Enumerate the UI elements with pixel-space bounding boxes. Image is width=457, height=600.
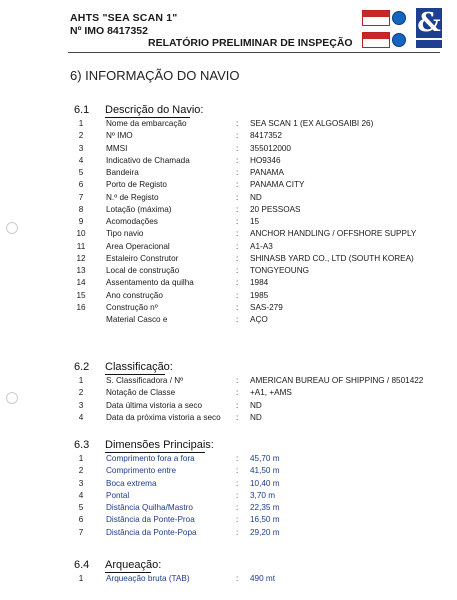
row-number: 3: [78, 143, 84, 153]
row-number: 5: [78, 503, 84, 512]
row-colon: :: [236, 400, 239, 410]
row-colon: :: [236, 278, 239, 288]
row-number: 4: [78, 490, 84, 500]
row-colon: :: [236, 454, 239, 463]
row-label: Distância da Ponte-Popa: [106, 527, 197, 537]
info-row: [0, 228, 457, 240]
row-number: 6: [78, 180, 84, 190]
row-colon: :: [236, 466, 239, 476]
row-label: Comprimento entre: [106, 466, 177, 476]
row-label: Arqueação bruta (TAB): [106, 574, 190, 583]
subsection-number: 6.4: [74, 559, 90, 571]
row-colon: :: [236, 302, 239, 312]
row-value: 29,20 m: [250, 527, 280, 537]
info-row: [0, 412, 457, 424]
row-colon: :: [236, 503, 239, 512]
row-value: AMERICAN BUREAU OF SHIPPING / 8501422: [250, 376, 424, 385]
row-label: Data da próxima vistoria a seco: [106, 412, 221, 422]
row-value: 20 PESSOAS: [250, 204, 301, 214]
imo-header: Nº IMO 8417352: [70, 25, 148, 37]
report-title: RELATÓRIO PRELIMINAR DE INSPEÇÃO: [148, 37, 353, 49]
row-colon: :: [236, 376, 239, 385]
info-row: [0, 502, 457, 514]
info-row: [0, 253, 457, 265]
row-value: +A1, +AMS: [250, 388, 292, 398]
subsection-number: 6.1: [74, 104, 90, 116]
row-value: SEA SCAN 1 (EX ALGOSAIBI 26): [250, 119, 374, 128]
row-value: PANAMA CITY: [250, 180, 305, 190]
info-row: [0, 478, 457, 490]
info-row: [0, 453, 457, 465]
info-row: [0, 265, 457, 277]
blue-certification-seal-icon: [392, 11, 406, 25]
info-row: [0, 155, 457, 167]
row-number: 9: [78, 217, 84, 226]
row-colon: :: [236, 515, 239, 525]
row-number: 12: [76, 253, 86, 263]
row-number: 7: [78, 192, 84, 202]
header-divider: [68, 52, 440, 53]
red-certification-badge-icon: [362, 10, 390, 26]
subsection-number: 6.2: [74, 361, 90, 373]
row-label: Assentamento da quilha: [106, 278, 194, 288]
section-title: 6) INFORMAÇÃO DO NAVIO: [70, 68, 240, 83]
info-row: [0, 277, 457, 289]
row-number: 14: [76, 278, 86, 288]
row-label: Porto de Registo: [106, 180, 167, 190]
row-label: Boca extrema: [106, 478, 157, 488]
info-row: [0, 514, 457, 526]
row-label: Distância Quilha/Mastro: [106, 503, 193, 512]
row-value: 22,35 m: [250, 503, 280, 512]
row-colon: :: [236, 527, 239, 537]
row-number: 11: [76, 241, 86, 251]
company-logo-bar: [416, 40, 442, 48]
row-label: Area Operacional: [106, 241, 170, 251]
row-label: Ano construção: [106, 290, 163, 300]
row-colon: :: [236, 412, 239, 422]
row-number: 5: [78, 168, 84, 177]
blue-certification-seal-icon-2: [392, 33, 406, 47]
info-row: [0, 375, 457, 387]
row-colon: :: [236, 478, 239, 488]
row-value: 3,70 m: [250, 490, 276, 500]
row-label: Nome da embarcação: [106, 119, 187, 128]
row-number: 16: [76, 302, 86, 312]
row-label: S. Classificadora / Nº: [106, 376, 184, 385]
vessel-name-header: AHTS "SEA SCAN 1": [70, 12, 178, 24]
row-value: 41,50 m: [250, 466, 280, 476]
row-colon: :: [236, 266, 239, 275]
row-label: Construção nº: [106, 302, 158, 312]
info-row: [0, 573, 457, 585]
red-certification-badge-icon-2: [362, 32, 390, 48]
row-value: 15: [250, 217, 260, 226]
subsection-title: Classificação:: [105, 361, 173, 373]
row-value: 16,50 m: [250, 515, 280, 525]
row-number: 15: [76, 290, 86, 300]
ampersand-company-logo-icon: &: [417, 8, 441, 38]
row-colon: :: [236, 180, 239, 190]
info-row: [0, 490, 457, 502]
info-row: [0, 290, 457, 302]
row-value: 1984: [250, 278, 269, 288]
info-row: [0, 465, 457, 477]
info-row: [0, 167, 457, 179]
row-colon: :: [236, 490, 239, 500]
row-value: SHINASB YARD CO., LTD (SOUTH KOREA): [250, 253, 414, 263]
row-label: Distância da Ponte-Proa: [106, 515, 195, 525]
row-label: MMSI: [106, 143, 128, 153]
row-colon: :: [236, 131, 239, 141]
row-value: 8417352: [250, 131, 282, 141]
subsection-title: Dimensões Principais:: [105, 439, 214, 451]
row-value: A1-A3: [250, 241, 273, 251]
subsection-number: 6.3: [74, 439, 90, 451]
row-number: 1: [78, 454, 84, 463]
info-row: [0, 387, 457, 399]
row-number: 6: [78, 515, 84, 525]
row-value: SAS-279: [250, 302, 283, 312]
row-value: 1985: [250, 290, 269, 300]
row-value: 490 mt: [250, 574, 276, 583]
row-label: Local de construção: [106, 266, 180, 275]
row-label: Tipo navio: [106, 229, 144, 239]
subsection-title: Descrição do Navio:: [105, 104, 204, 116]
info-row: [0, 192, 457, 204]
row-colon: :: [236, 290, 239, 300]
info-row: [0, 204, 457, 216]
row-colon: :: [236, 143, 239, 153]
subsection-title: Arqueação:: [105, 559, 162, 571]
row-value: 45,70 m: [250, 454, 280, 463]
info-row: [0, 241, 457, 253]
row-label: Acomodações: [106, 217, 158, 226]
row-value: ND: [250, 192, 262, 202]
row-number: 2: [78, 466, 84, 476]
row-label: Bandeira: [106, 168, 139, 177]
row-number: 1: [78, 574, 84, 583]
info-row: [0, 143, 457, 155]
row-colon: :: [236, 119, 239, 128]
row-value: 10,40 m: [250, 478, 280, 488]
row-label: Indicativo de Chamada: [106, 155, 190, 165]
row-colon: :: [236, 388, 239, 398]
row-label: Lotação (máxima): [106, 204, 172, 214]
row-colon: :: [236, 315, 239, 324]
row-colon: :: [236, 155, 239, 165]
row-value: 355012000: [250, 143, 291, 153]
row-number: 8: [78, 204, 84, 214]
row-number: 1: [78, 119, 84, 128]
row-colon: :: [236, 192, 239, 202]
row-number: 4: [78, 155, 84, 165]
row-value: HO9346: [250, 155, 281, 165]
info-row: [0, 314, 457, 326]
row-number: 3: [78, 478, 84, 488]
row-number: 10: [76, 229, 86, 239]
info-row: [0, 118, 457, 130]
row-value: ND: [250, 412, 262, 422]
row-colon: :: [236, 168, 239, 177]
row-label: Data última vistoria a seco: [106, 400, 203, 410]
info-row: [0, 302, 457, 314]
row-label: Material Casco e: [106, 315, 168, 324]
certification-logos: [362, 8, 444, 52]
row-label: Nº IMO: [106, 131, 133, 141]
row-colon: :: [236, 241, 239, 251]
row-number: 1: [78, 376, 84, 385]
row-label: Estaleiro Construtor: [106, 253, 179, 263]
row-number: 2: [78, 131, 84, 141]
row-value: PANAMA: [250, 168, 284, 177]
row-label: Pontal: [106, 490, 130, 500]
row-colon: :: [236, 217, 239, 226]
row-value: ANCHOR HANDLING / OFFSHORE SUPPLY: [250, 229, 417, 239]
info-row: [0, 527, 457, 539]
info-row: [0, 216, 457, 228]
row-number: 4: [78, 412, 84, 422]
row-colon: :: [236, 204, 239, 214]
row-label: N.º de Registo: [106, 192, 159, 202]
info-row: [0, 179, 457, 191]
row-value: ND: [250, 400, 262, 410]
row-number: 13: [76, 266, 86, 275]
row-label: Notação de Classe: [106, 388, 176, 398]
row-colon: :: [236, 253, 239, 263]
row-number: 3: [78, 400, 84, 410]
row-number: 2: [78, 388, 84, 398]
row-number: 7: [78, 527, 84, 537]
row-label: Comprimento fora a fora: [106, 454, 195, 463]
row-value: TONGYEOUNG: [250, 266, 309, 275]
row-colon: :: [236, 574, 239, 583]
info-row: [0, 400, 457, 412]
info-row: [0, 130, 457, 142]
row-value: AÇO: [250, 315, 268, 324]
row-colon: :: [236, 229, 239, 239]
